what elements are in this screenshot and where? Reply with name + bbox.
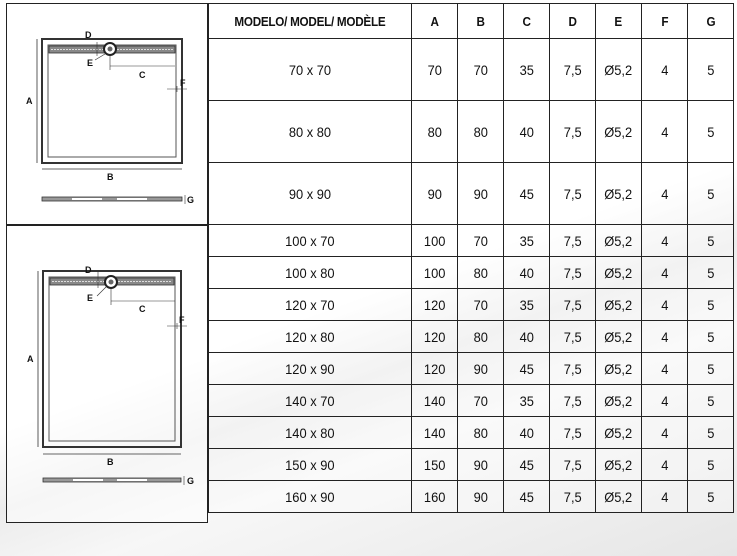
value-cell: 4 xyxy=(642,257,688,289)
value-cell: 120 xyxy=(412,353,458,385)
value-cell: 90 xyxy=(458,163,504,225)
value-cell: 160 xyxy=(412,481,458,513)
value-cell: 70 xyxy=(458,39,504,101)
value-cell: 45 xyxy=(504,353,550,385)
value-cell: 90 xyxy=(458,449,504,481)
square-tray-diagram xyxy=(7,4,207,224)
header-e: E xyxy=(596,4,642,39)
value-cell: 5 xyxy=(688,163,734,225)
value-cell: 7,5 xyxy=(550,417,596,449)
value-cell: 7,5 xyxy=(550,39,596,101)
dim-label-d: D xyxy=(85,30,92,40)
value-cell: 7,5 xyxy=(550,449,596,481)
table-row xyxy=(209,353,734,385)
value-cell: Ø5,2 xyxy=(596,289,642,321)
dim-label-g-rect: G xyxy=(187,476,195,486)
value-cell: 5 xyxy=(688,449,734,481)
model-cell: 140 x 80 xyxy=(209,417,412,449)
model-cell: 100 x 80 xyxy=(209,257,412,289)
value-cell: 40 xyxy=(504,101,550,163)
value-cell: 4 xyxy=(642,225,688,257)
value-cell: 40 xyxy=(504,417,550,449)
square-models-body xyxy=(209,39,734,225)
header-c: C xyxy=(504,4,550,39)
value-cell: 4 xyxy=(642,449,688,481)
value-cell: 4 xyxy=(642,289,688,321)
header-model: MODELO/ MODEL/ MODÈLE xyxy=(209,4,412,39)
value-cell: 35 xyxy=(504,225,550,257)
rectangular-tray-drawing xyxy=(6,225,208,523)
model-cell: 90 x 90 xyxy=(209,163,412,225)
rectangular-tray-diagram xyxy=(7,226,207,522)
header-f: F xyxy=(642,4,688,39)
value-cell: Ø5,2 xyxy=(596,101,642,163)
value-cell: 100 xyxy=(412,257,458,289)
value-cell: 7,5 xyxy=(550,353,596,385)
value-cell: 7,5 xyxy=(550,385,596,417)
value-cell: 5 xyxy=(688,39,734,101)
value-cell: 4 xyxy=(642,39,688,101)
value-cell: 80 xyxy=(458,101,504,163)
dim-label-c-rect: C xyxy=(139,304,146,314)
model-cell: 70 x 70 xyxy=(209,39,412,101)
dim-label-a: A xyxy=(26,96,33,106)
dim-label-b: B xyxy=(107,172,114,182)
model-cell: 150 x 90 xyxy=(209,449,412,481)
value-cell: 7,5 xyxy=(550,289,596,321)
table-row xyxy=(209,289,734,321)
table-header-row xyxy=(209,4,734,39)
value-cell: 5 xyxy=(688,225,734,257)
dimensions-table xyxy=(208,3,734,513)
value-cell: Ø5,2 xyxy=(596,163,642,225)
value-cell: 35 xyxy=(504,289,550,321)
model-cell: 160 x 90 xyxy=(209,481,412,513)
dim-label-e-rect: E xyxy=(87,293,94,303)
header-a: A xyxy=(412,4,458,39)
dim-label-b-rect: B xyxy=(107,457,114,467)
spec-sheet xyxy=(6,3,729,523)
value-cell: 5 xyxy=(688,481,734,513)
value-cell: 7,5 xyxy=(550,321,596,353)
table-row xyxy=(209,481,734,513)
table-row xyxy=(209,101,734,163)
value-cell: 70 xyxy=(458,385,504,417)
table-row xyxy=(209,257,734,289)
value-cell: 4 xyxy=(642,321,688,353)
model-cell: 120 x 90 xyxy=(209,353,412,385)
value-cell: Ø5,2 xyxy=(596,417,642,449)
value-cell: 7,5 xyxy=(550,257,596,289)
model-cell: 140 x 70 xyxy=(209,385,412,417)
value-cell: 70 xyxy=(412,39,458,101)
value-cell: 90 xyxy=(412,163,458,225)
value-cell: 70 xyxy=(458,289,504,321)
header-b: B xyxy=(458,4,504,39)
value-cell: 70 xyxy=(458,225,504,257)
dim-label-a-rect: A xyxy=(27,354,34,364)
value-cell: 80 xyxy=(458,257,504,289)
value-cell: Ø5,2 xyxy=(596,481,642,513)
value-cell: 80 xyxy=(412,101,458,163)
value-cell: 4 xyxy=(642,417,688,449)
value-cell: 7,5 xyxy=(550,163,596,225)
table-row xyxy=(209,321,734,353)
value-cell: 140 xyxy=(412,417,458,449)
value-cell: 80 xyxy=(458,417,504,449)
value-cell: 120 xyxy=(412,289,458,321)
dim-label-e: E xyxy=(87,58,94,68)
value-cell: 140 xyxy=(412,385,458,417)
value-cell: 40 xyxy=(504,321,550,353)
value-cell: 5 xyxy=(688,385,734,417)
table-row xyxy=(209,163,734,225)
model-cell: 120 x 80 xyxy=(209,321,412,353)
dim-label-g: G xyxy=(187,195,195,205)
value-cell: 5 xyxy=(688,417,734,449)
model-cell: 80 x 80 xyxy=(209,101,412,163)
value-cell: 35 xyxy=(504,385,550,417)
value-cell: 100 xyxy=(412,225,458,257)
value-cell: 4 xyxy=(642,481,688,513)
dim-label-c: C xyxy=(139,70,146,80)
square-tray-drawing xyxy=(6,3,208,225)
value-cell: 5 xyxy=(688,353,734,385)
value-cell: Ø5,2 xyxy=(596,39,642,101)
value-cell: 80 xyxy=(458,321,504,353)
value-cell: 7,5 xyxy=(550,101,596,163)
value-cell: 4 xyxy=(642,163,688,225)
value-cell: 4 xyxy=(642,353,688,385)
value-cell: Ø5,2 xyxy=(596,385,642,417)
value-cell: 45 xyxy=(504,481,550,513)
value-cell: 5 xyxy=(688,289,734,321)
value-cell: Ø5,2 xyxy=(596,225,642,257)
value-cell: Ø5,2 xyxy=(596,321,642,353)
value-cell: 90 xyxy=(458,481,504,513)
value-cell: 35 xyxy=(504,39,550,101)
value-cell: 90 xyxy=(458,353,504,385)
header-d: D xyxy=(550,4,596,39)
rectangular-models-body xyxy=(209,225,734,513)
value-cell: 5 xyxy=(688,321,734,353)
value-cell: 4 xyxy=(642,101,688,163)
model-cell: 120 x 70 xyxy=(209,289,412,321)
value-cell: 5 xyxy=(688,101,734,163)
dim-label-d-rect: D xyxy=(85,265,92,275)
value-cell: 7,5 xyxy=(550,481,596,513)
value-cell: 120 xyxy=(412,321,458,353)
table-row xyxy=(209,39,734,101)
header-g: G xyxy=(688,4,734,39)
table-row xyxy=(209,449,734,481)
value-cell: 40 xyxy=(504,257,550,289)
value-cell: 45 xyxy=(504,163,550,225)
table-row xyxy=(209,385,734,417)
dim-label-f-rect: F xyxy=(179,315,185,325)
dim-label-f: F xyxy=(180,78,186,88)
table-row xyxy=(209,417,734,449)
model-cell: 100 x 70 xyxy=(209,225,412,257)
value-cell: 150 xyxy=(412,449,458,481)
value-cell: Ø5,2 xyxy=(596,449,642,481)
value-cell: 5 xyxy=(688,257,734,289)
value-cell: Ø5,2 xyxy=(596,353,642,385)
value-cell: 4 xyxy=(642,385,688,417)
value-cell: Ø5,2 xyxy=(596,257,642,289)
value-cell: 45 xyxy=(504,449,550,481)
table-row xyxy=(209,225,734,257)
value-cell: 7,5 xyxy=(550,225,596,257)
